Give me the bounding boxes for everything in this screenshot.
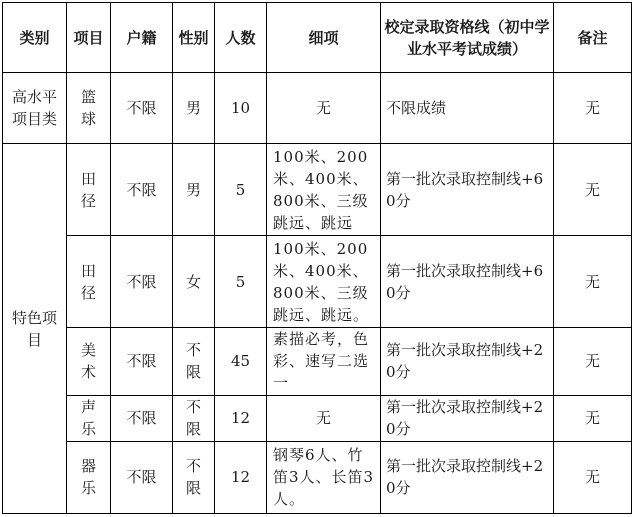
table-row	[3, 236, 632, 327]
remark-cell: 无	[554, 395, 632, 441]
header-row	[3, 3, 632, 73]
project-cell: 篮球	[67, 73, 111, 144]
gender-cell: 女	[173, 236, 215, 327]
remark-cell: 无	[554, 73, 632, 144]
count-cell: 45	[215, 327, 267, 395]
project-cell: 美术	[67, 327, 111, 395]
gender-cell: 不限	[173, 327, 215, 395]
remark-cell: 无	[554, 236, 632, 327]
hukou-cell: 不限	[111, 236, 173, 327]
project-cell: 器乐	[67, 441, 111, 513]
detail-cell: 无	[267, 395, 381, 441]
count-cell: 5	[215, 236, 267, 327]
project-cell: 声乐	[67, 395, 111, 441]
remark-cell: 无	[554, 144, 632, 236]
admission-table	[2, 2, 632, 514]
hukou-cell: 不限	[111, 441, 173, 513]
group-cell: 特色项目	[3, 144, 67, 514]
detail-cell: 素描必考，色彩、速写二选一	[267, 327, 381, 395]
header-detail: 细项	[267, 3, 381, 73]
detail-cell: 100米、200米、400米、800米、三级跳远、跳远	[267, 144, 381, 236]
score-line-cell: 第一批次录取控制线+20分	[381, 395, 554, 441]
count-cell: 12	[215, 395, 267, 441]
hukou-cell: 不限	[111, 144, 173, 236]
hukou-cell: 不限	[111, 73, 173, 144]
detail-cell: 100米、200米、400米、800米、三级跳远、跳远。	[267, 236, 381, 327]
header-project: 项目	[67, 3, 111, 73]
score-line-cell: 第一批次录取控制线+20分	[381, 327, 554, 395]
remark-cell: 无	[554, 441, 632, 513]
gender-cell: 男	[173, 73, 215, 144]
header-category: 类别	[3, 3, 67, 73]
gender-cell: 不限	[173, 441, 215, 513]
header-score-line: 校定录取资格线（初中学业水平考试成绩）	[381, 3, 554, 73]
gender-cell: 不限	[173, 395, 215, 441]
header-hukou: 户籍	[111, 3, 173, 73]
score-line-cell: 第一批次录取控制线+20分	[381, 441, 554, 513]
table-row	[3, 395, 632, 441]
hukou-cell: 不限	[111, 395, 173, 441]
count-cell: 5	[215, 144, 267, 236]
score-line-cell: 第一批次录取控制线+60分	[381, 144, 554, 236]
gender-cell: 男	[173, 144, 215, 236]
detail-cell: 无	[267, 73, 381, 144]
header-remark: 备注	[554, 3, 632, 73]
hukou-cell: 不限	[111, 327, 173, 395]
remark-cell: 无	[554, 327, 632, 395]
header-gender: 性别	[173, 3, 215, 73]
project-cell: 田径	[67, 144, 111, 236]
count-cell: 10	[215, 73, 267, 144]
score-line-cell: 不限成绩	[381, 73, 554, 144]
table-row	[3, 144, 632, 236]
project-cell: 田径	[67, 236, 111, 327]
count-cell: 12	[215, 441, 267, 513]
table-row	[3, 73, 632, 144]
detail-cell: 钢琴6人、竹笛3人、长笛3人。	[267, 441, 381, 513]
table-row	[3, 327, 632, 395]
header-count: 人数	[215, 3, 267, 73]
table-row	[3, 441, 632, 513]
score-line-cell: 第一批次录取控制线+60分	[381, 236, 554, 327]
group-cell: 高水平项目类	[3, 73, 67, 144]
